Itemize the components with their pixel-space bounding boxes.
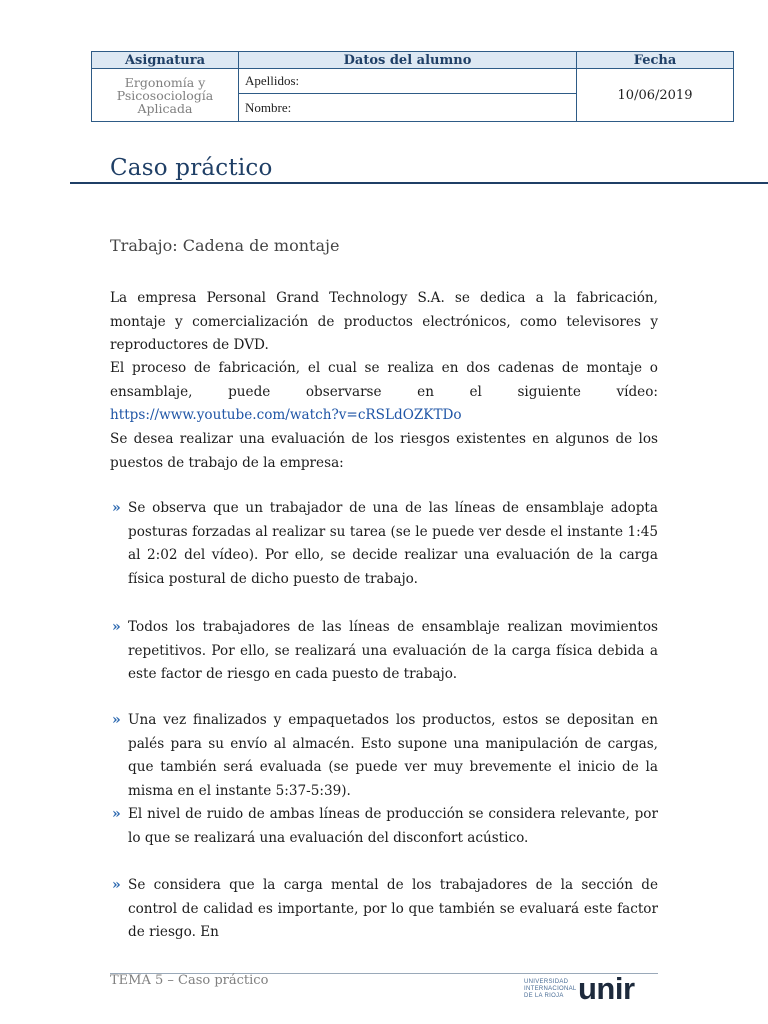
list-item: Una vez finalizados y empaquetados los productos, estos se depositan en palés para su envío al almacén. Esto supone una manipulación de cargas, que también será evaluada (se puede ver muy brevemente el inicio de la misma en el instante 5:37-5:39). [128, 712, 658, 799]
name-field[interactable]: Nombre: [239, 94, 577, 122]
list-item: Se considera que la carga mental de los trabajadores de la sección de control de calidad es importante, por lo que también se evaluará este factor de riesgo. En [128, 877, 658, 940]
logo-line-1: UNIVERSIDAD [524, 979, 569, 985]
subject-line-2: Psicosociología [116, 87, 214, 103]
bullet-icon: » [112, 500, 121, 516]
unir-logo [524, 971, 660, 1009]
section-subtitle: Trabajo: Cadena de montaje [110, 236, 340, 255]
paragraph-process [110, 357, 658, 428]
paragraph-company: La empresa Personal Grand Technology S.A. se dedica a la fabricación, montaje y comercialización de productos electrónicos, como televisores y reproductores de DVD. [110, 290, 658, 353]
video-link[interactable]: https://www.youtube.com/watch?v=cRSLdOZKTDo [110, 407, 462, 423]
page-title: Caso práctico [110, 155, 273, 181]
bullet-icon: » [112, 877, 121, 893]
list-item: El nivel de ruido de ambas líneas de producción se considera relevante, por lo que se realizará una evaluación del disconfort acústico. [128, 806, 658, 846]
list-item: Todos los trabajadores de las líneas de ensamblaje realizan movimientos repetitivos. Por ello, se realizará una evaluación de la carga física debida a este factor de riesgo en cada puesto de trabajo. [128, 619, 658, 682]
logo-line-3: DE LA RIOJA [524, 993, 564, 999]
header-date-col: Fecha [577, 52, 734, 69]
footer-label: TEMA 5 – Caso práctico [110, 973, 269, 988]
list-item: Se observa que un trabajador de una de las líneas de ensamblaje adopta posturas forzadas al realizar su tarea (se le puede ver desde el instante 1:45 al 2:02 del vídeo). Por ello, se decide realizar una evaluación de la carga física postural de dicho puesto de trabajo. [128, 500, 658, 587]
bullet-icon: » [112, 806, 121, 822]
paragraph-process-text: El proceso de fabricación, el cual se realiza en dos cadenas de montaje o ensamblaje, puede observarse en el siguiente vídeo: [110, 360, 658, 400]
subject-line-3: Aplicada [137, 100, 193, 116]
title-divider [70, 182, 768, 184]
logo-line-2: INTERNACIONAL [524, 986, 577, 992]
paragraph-intro: Se desea realizar una evaluación de los riesgos existentes en algunos de los puestos de trabajo de la empresa: [110, 431, 658, 471]
header-subject-col: Asignatura [92, 52, 239, 69]
logo-university-text [524, 979, 577, 1000]
bullet-icon: » [112, 712, 121, 728]
header-student-col: Datos del alumno [239, 52, 577, 69]
subject-cell [92, 69, 239, 122]
header-table [91, 51, 734, 122]
date-cell: 10/06/2019 [577, 69, 734, 122]
surname-field[interactable]: Apellidos: [239, 69, 577, 94]
logo-wordmark: unir [578, 971, 635, 1006]
subject-line-1: Ergonomía y [124, 74, 206, 90]
bullet-icon: » [112, 619, 121, 635]
